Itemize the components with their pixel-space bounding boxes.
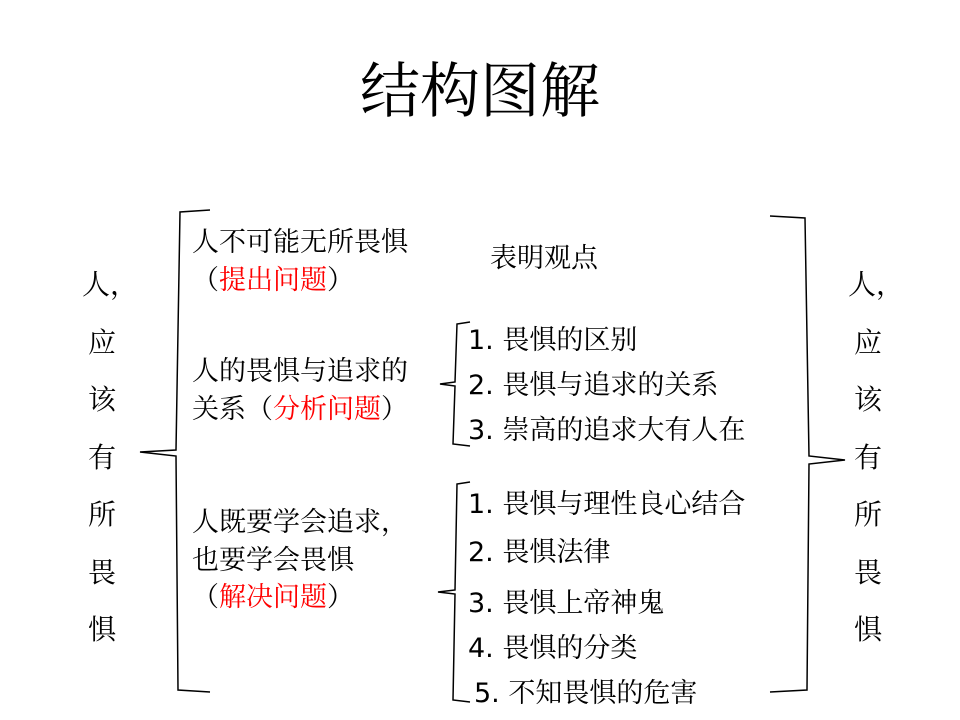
part3-item: 5. 不知畏惧的危害 — [474, 678, 698, 709]
left-char: 应 — [87, 325, 116, 359]
right-char: 应 — [853, 325, 882, 359]
part3-item: 2. 畏惧法律 — [468, 537, 611, 568]
right-char: 有 — [853, 440, 882, 474]
part1-tag-line — [192, 264, 354, 298]
part3-item: 3. 畏惧上帝神鬼 — [468, 588, 665, 619]
part3-statement-1: 人既要学会追求， — [192, 507, 408, 538]
left-vertical-text — [82, 256, 139, 659]
left-char: 所 — [87, 498, 116, 531]
part3-tag-line — [192, 581, 354, 615]
left-char: 惧 — [87, 613, 116, 646]
left-char: 畏 — [87, 555, 116, 589]
part3-statement-2: 也要学会畏惧 — [192, 545, 354, 576]
part2-item: 1. 畏惧的区别 — [468, 325, 638, 356]
part2-item: 2. 畏惧与追求的关系 — [468, 370, 719, 401]
left-char: 该 — [87, 383, 116, 416]
part2-item: 3. 崇高的追求大有人在 — [468, 415, 746, 446]
part3-item: 1. 畏惧与理性良心结合 — [468, 489, 746, 520]
part1-point: 表明观点 — [490, 243, 598, 274]
part2-tag-line — [192, 393, 408, 427]
right-char: 人， — [848, 268, 905, 301]
part3-item: 4. 畏惧的分类 — [468, 633, 638, 664]
analysis-brace — [440, 322, 470, 446]
right-char: 该 — [853, 383, 882, 416]
paren-close: ） — [381, 394, 408, 425]
paren-close: ） — [327, 582, 354, 613]
part2-statement: 人的畏惧与追求的 — [192, 356, 408, 387]
right-vertical-text — [848, 256, 905, 659]
right-char: 所 — [853, 498, 882, 531]
part2-prefix: 关系（ — [192, 394, 273, 425]
paren-open: （ — [192, 582, 219, 613]
right-main-brace — [770, 216, 845, 692]
part2-tag: 分析问题 — [273, 394, 381, 425]
part1-statement: 人不可能无所畏惧 — [192, 227, 408, 258]
right-char: 畏 — [853, 555, 882, 589]
part1-tag: 提出问题 — [219, 265, 327, 296]
right-char: 惧 — [853, 613, 882, 646]
left-char: 人， — [82, 268, 139, 301]
solution-brace — [438, 482, 470, 702]
part3-tag: 解决问题 — [219, 582, 327, 613]
left-char: 有 — [87, 440, 116, 474]
paren-close: ） — [327, 265, 354, 296]
page-title: 结构图解 — [360, 57, 600, 127]
paren-open: （ — [192, 265, 219, 296]
